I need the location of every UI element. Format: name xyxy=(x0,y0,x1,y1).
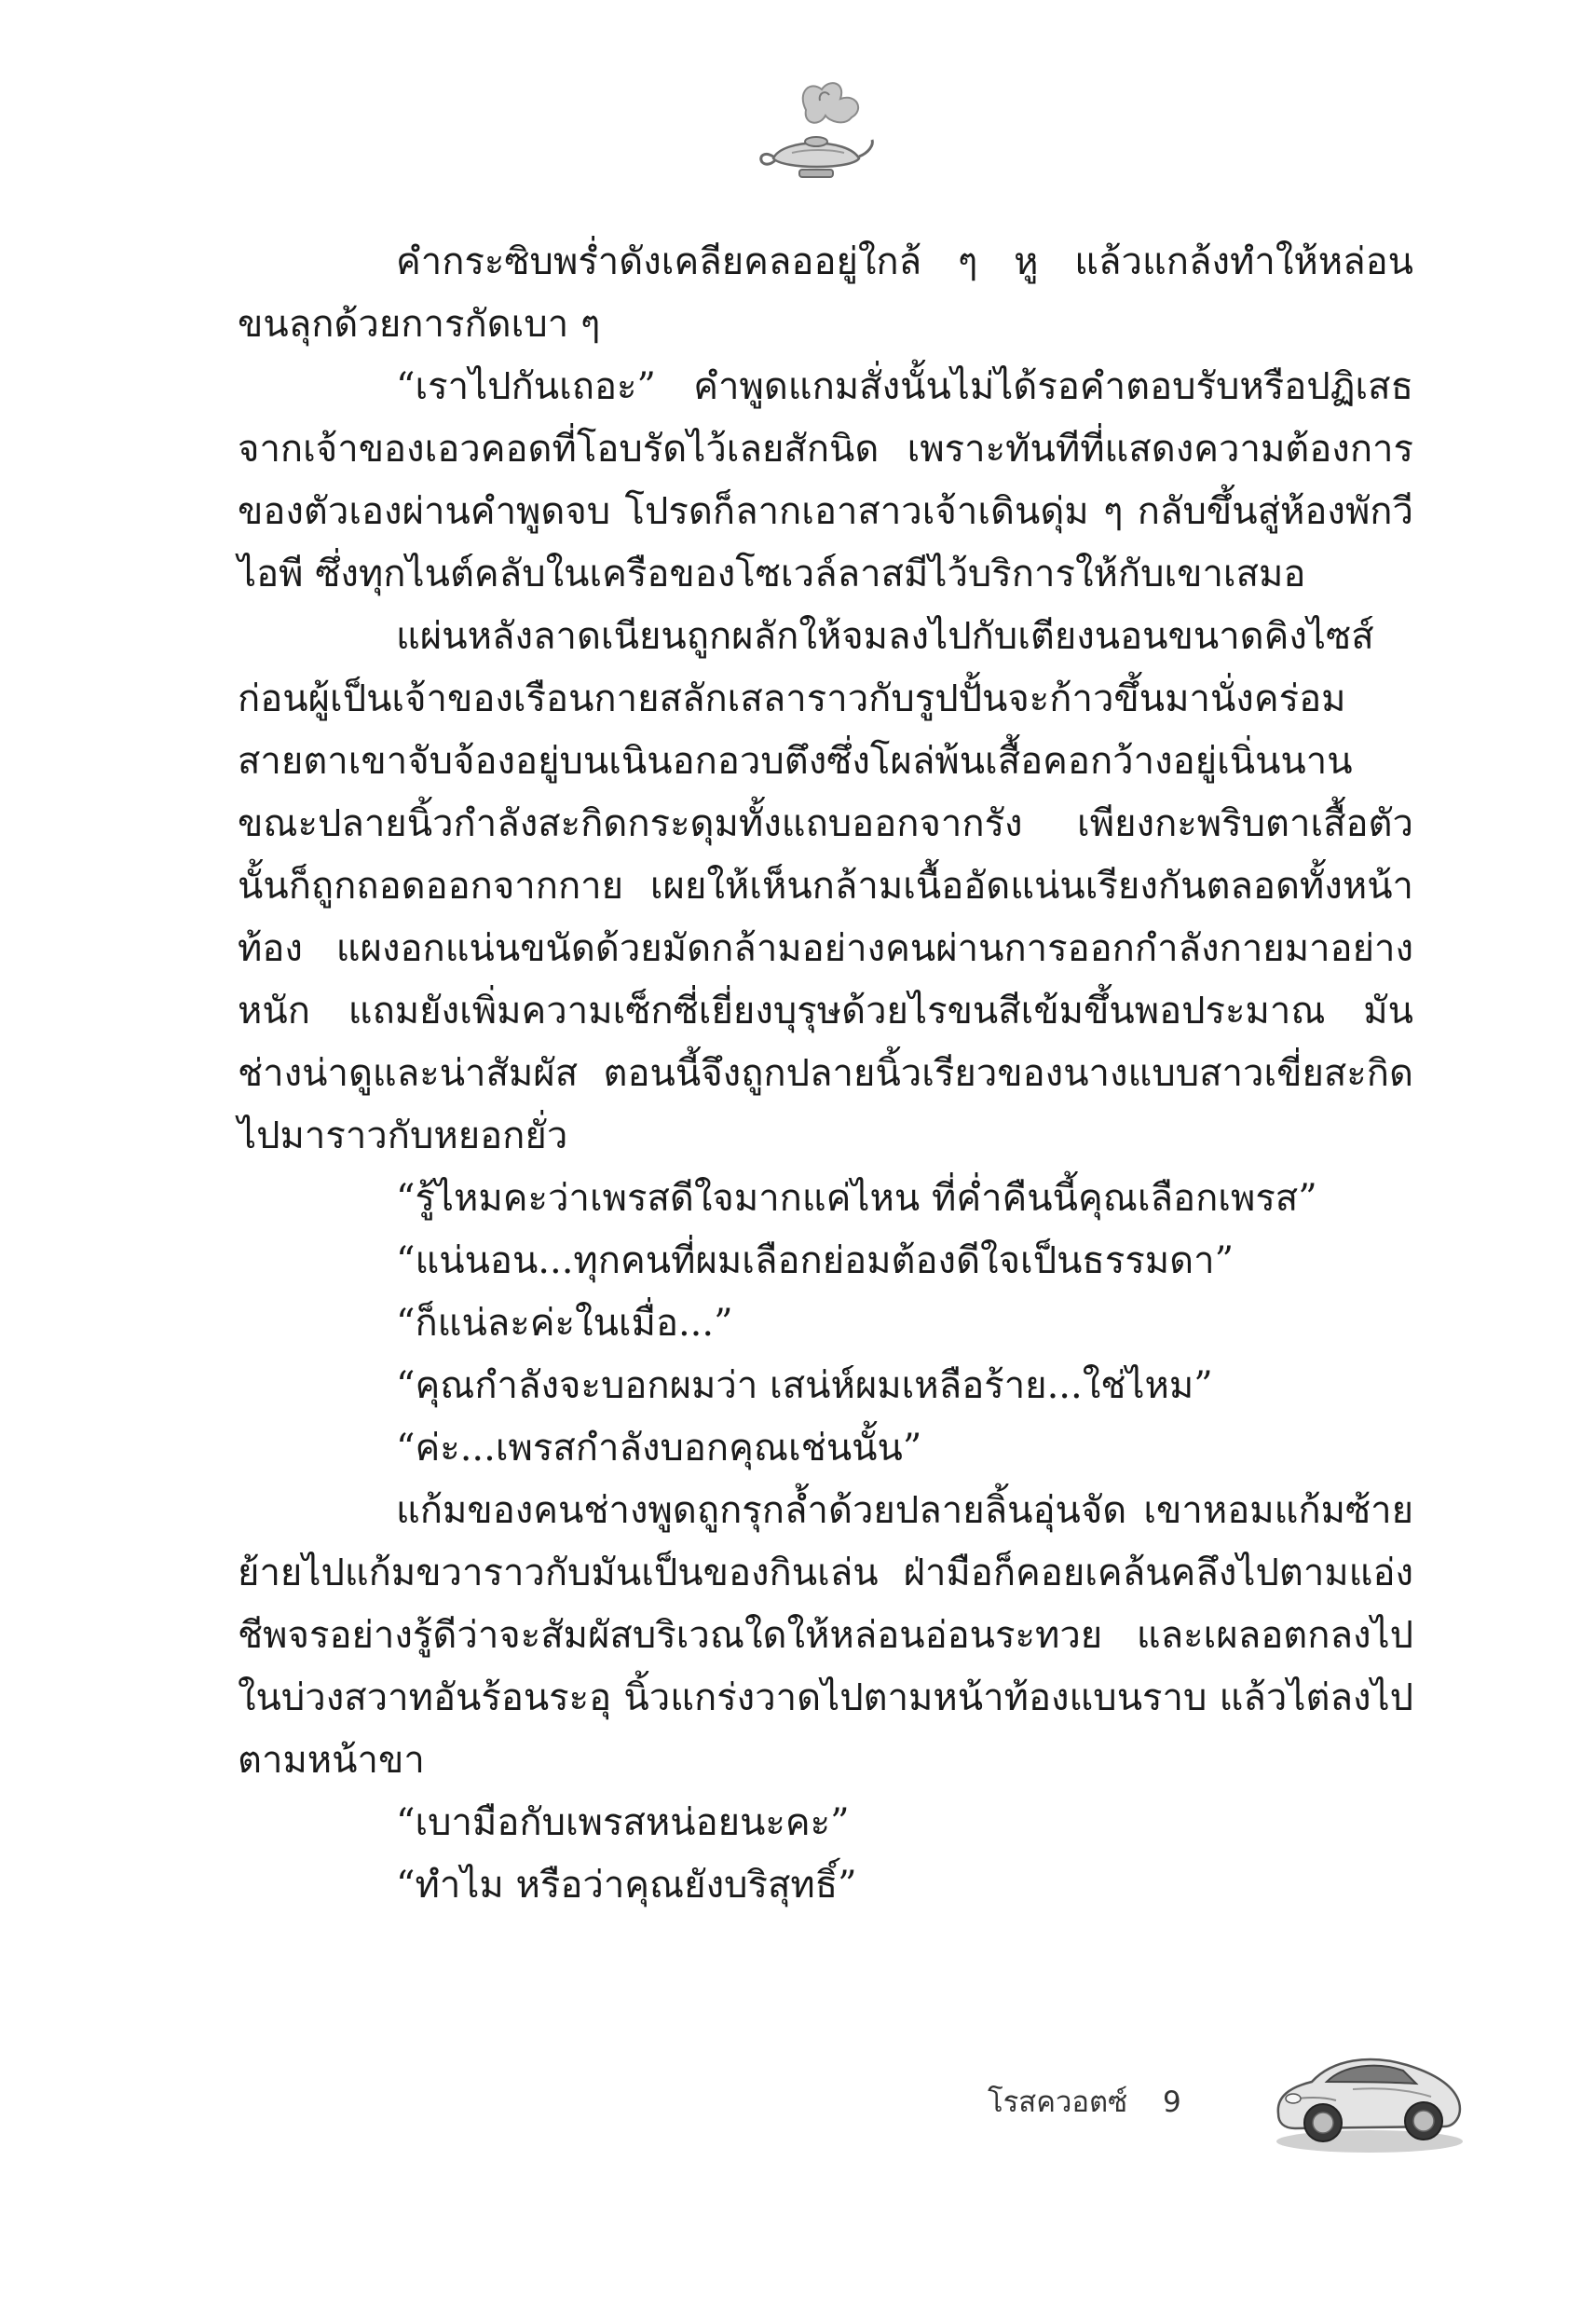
dialogue-line: “แน่นอน...ทุกคนที่ผมเลือกย่อมต้องดีใจเป็นธรรมดา” xyxy=(396,1239,1235,1282)
dialogue-line: “ค่ะ...เพรสกำลังบอกคุณเช่นนั้น” xyxy=(396,1427,922,1470)
page-footer xyxy=(988,2078,1181,2125)
sports-car-icon xyxy=(1267,2022,1467,2162)
paragraph: แก้มของคนช่างพูดถูกรุกล้ำด้วยปลายลิ้นอุ่นจัด เขาหอมแก้มซ้ายย้ายไปแก้มขวาราวกับมันเป็นของกินเล่น ฝ่ามือก็คอยเคล้นคลึงไปตามแอ่งชีพจรอย่างรู้ดีว่าจะสัมผัสบริเวณใดให้หล่อนอ่อนระทวย และเผลอตกลงไปในบ่วงสวาทอันร้อนระอุ นิ้วแกร่งวาดไปตามหน้าท้องแบนราบ แล้วไต่ลงไปตามหน้าขา xyxy=(238,1489,1413,1782)
dialogue-line: “คุณกำลังจะบอกผมว่า เสน่ห์ผมเหลือร้าย...ใช่ไหม” xyxy=(396,1364,1213,1407)
paragraph: “เราไปกันเถอะ” คำพูดแกมสั่งนั้นไม่ได้รอคำตอบรับหรือปฏิเสธจากเจ้าของเอวคอดที่โอบรัดไว้เลยสักนิด เพราะทันทีที่แสดงความต้องการของตัวเองผ่านคำพูดจบ โปรดก็ลากเอาสาวเจ้าเดินดุ่ม ๆ กลับขึ้นสู่ห้องพักวีไอพี ซึ่งทุกไนต์คลับในเครือของโซเวล์ลาสมีไว้บริการให้กับเขาเสมอ xyxy=(238,365,1413,595)
paragraph: คำกระซิบพร่ำดังเคลียคลออยู่ใกล้ ๆ หู แล้วแกล้งทำให้หล่อนขนลุกด้วยการกัดเบา ๆ xyxy=(238,240,1413,346)
story-body xyxy=(238,231,1413,1917)
dialogue-line: “ทำไม หรือว่าคุณยังบริสุทธิ์” xyxy=(396,1864,857,1907)
dialogue-line: “รู้ไหมคะว่าเพรสดีใจมากแค่ไหน ที่ค่ำคืนนี้คุณเลือกเพรส” xyxy=(396,1177,1317,1220)
paragraph: แผ่นหลังลาดเนียนถูกผลักให้จมลงไปกับเตียงนอนขนาดคิงไซส์ ก่อนผู้เป็นเจ้าของเรือนกายสลักเสลาราวกับรูปปั้นจะก้าวขึ้นมานั่งคร่อม สายตาเขาจับจ้องอยู่บนเนินอกอวบตึงซึ่งโผล่พ้นเสื้อคอกว้างอยู่เนิ่นนาน ขณะปลายนิ้วกำลังสะกิดกระดุมทั้งแถบออกจากรัง เพียงกะพริบตาเสื้อตัวนั้นก็ถูกถอดออกจากกาย เผยให้เห็นกล้ามเนื้ออัดแน่นเรียงกันตลอดทั้งหน้าท้อง แผงอกแน่นขนัดด้วยมัดกล้ามอย่างคนผ่านการออกกำลังกายมาอย่างหนัก แถมยังเพิ่มความเซ็กซี่เยี่ยงบุรุษด้วยไรขนสีเข้มขึ้นพอประมาณ มันช่างน่าดูและน่าสัมผัส ตอนนี้จึงถูกปลายนิ้วเรียวของนางแบบสาวเขี่ยสะกิดไปมาราวกับหยอกยั่ว xyxy=(238,615,1413,1157)
page-number: 9 xyxy=(1163,2085,1181,2119)
genie-lamp-ornament-icon xyxy=(755,73,876,194)
dialogue-line: “เบามือกับเพรสหน่อยนะคะ” xyxy=(396,1801,850,1844)
book-title: โรสควอตซ์ xyxy=(988,2085,1128,2119)
dialogue-line: “ก็แน่ละค่ะในเมื่อ...” xyxy=(396,1302,733,1345)
